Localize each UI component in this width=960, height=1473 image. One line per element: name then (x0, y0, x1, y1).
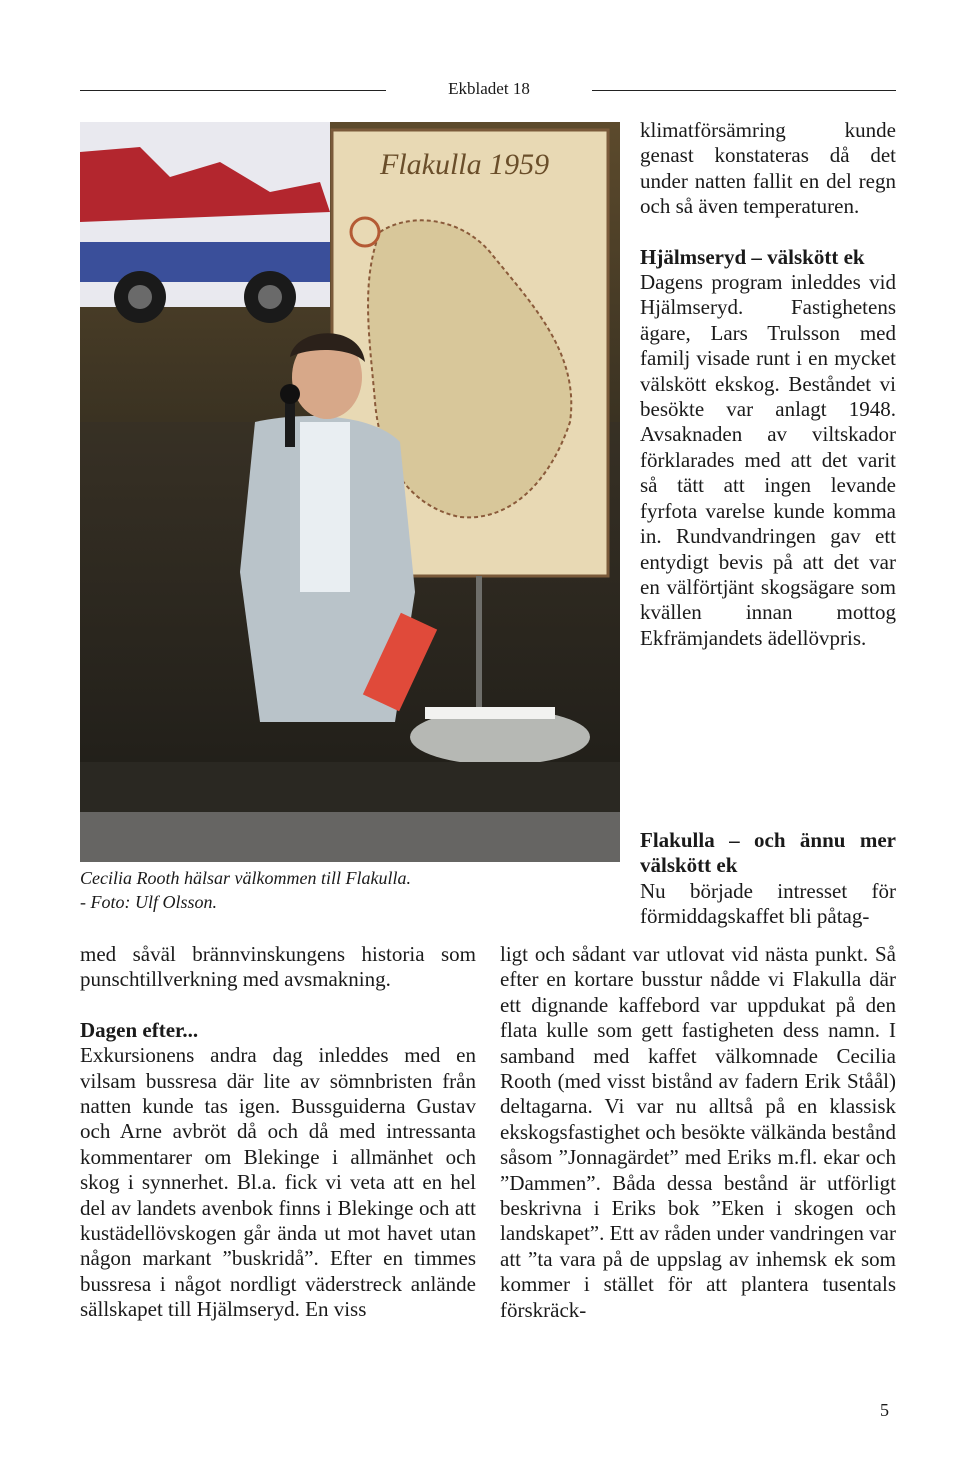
left-column (80, 942, 476, 1323)
header-rule-left (80, 90, 386, 91)
heading-flakulla: Flakulla – och ännu mer välskött ek (640, 828, 896, 878)
heading-dagen-efter: Dagen efter... (80, 1017, 199, 1042)
right-column-mid (640, 828, 896, 930)
caption-credit: - Foto: Ulf Olsson. (80, 892, 217, 912)
photo (80, 122, 620, 862)
header-rule-right (592, 90, 896, 91)
right-column-bottom (500, 942, 896, 1323)
banner-text: Flakulla 1959 (380, 148, 550, 181)
flakulla-body: ligt och sådant var utlovat vid nästa punkt. Så efter en kortare busstur nådde vi Flakulla där ett dignande kaffebord var uppdukat på den flata kulle som gett fastigheten dess namn. I samband med kaffet välkomnade Cecilia Rooth (med visst bistånd av fadern Erik Ståål) deltagarna. Vi var nu alltså på en klassisk ekskogsfastighet och besökte välkända bestånd såsom ”Jonnagärdet” med Eriks m.fl. ekar och ”Dammen”. Båda dessa bestånd är utförligt beskrivna i Eriks bok ”Eken i skogen och landskapet”. Ett av råden under vandringen var att ”ta vara på de uppslag av inhemsk ek som kommer i stället för att plantera tusentals förskräck- (500, 942, 896, 1322)
photo-illustration (80, 122, 620, 862)
photo-caption (80, 866, 500, 914)
left-intro: med såväl brännvinskungens historia som punschtillverkning med avsmakning. (80, 942, 476, 992)
page-header (80, 78, 896, 102)
page-number: 5 (880, 1400, 889, 1420)
left-body: Exkursionens andra dag inleddes med en vilsam bussresa där lite av sömnbristen från natten kunde tas igen. Bussguiderna Gustav och Arne avbröt då och då med intressanta kommentarer om Blekinge i allmänhet och skog i synnerhet. Bl.a. fick vi veta att en hel del av landets avenbok finns i Blekinge och att kustädellövskogen går ända ut mot havet utan någon markant ”buskridå”. Efter en timmes bussresa i något nordligt väderstreck anlände sällskapet till Hjälmseryd. En viss (80, 1043, 476, 1322)
heading-hjalmseryd: Hjälmseryd – välskött ek (640, 244, 865, 269)
running-title: Ekbladet 18 (448, 79, 530, 98)
caption-text: Cecilia Rooth hälsar välkommen till Flakulla. (80, 868, 411, 888)
right-column-top (640, 118, 896, 651)
right-intro: klimatförsämring kunde genast konstateras då det under natten fallit en del regn och så även temperaturen. (640, 118, 896, 219)
right-body: Dagens program inleddes vid Hjälmseryd. Fastighetens ägare, Lars Trulsson med familj visade runt i en mycket välskött ekskog. Beståndet vi besökte var anlagt 1948. Avsaknaden av viltskador förklarades med att det varit så tätt att ingen levande fyrfota varelse kunde komma in. Rundvandringen gav ett entydigt bevis på att det var en välförtjänt skogsägare som kvällen innan mottog Ekfrämjandets ädellövpris. (640, 270, 896, 650)
flakulla-intro: Nu började intresset för förmiddagskaffet bli påtag- (640, 878, 896, 929)
